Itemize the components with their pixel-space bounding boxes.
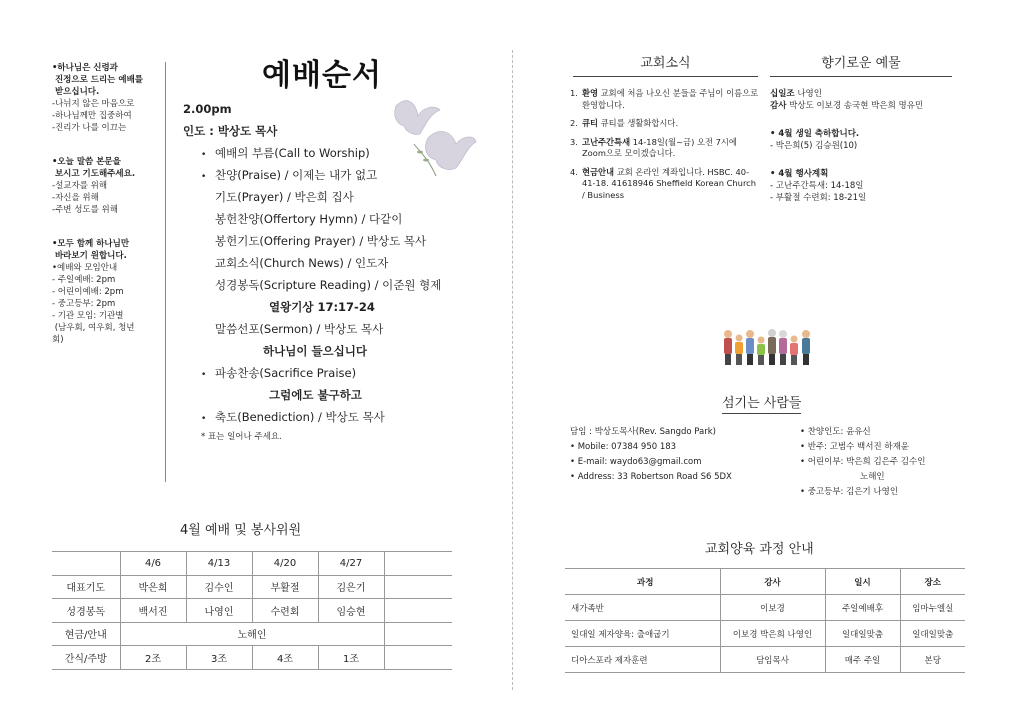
birthday-list: - 박은희(5) 김승원(10) [770,141,858,151]
note-line: - 어린이예배: 2pm [52,287,124,297]
education-cell: 본당 [900,647,965,673]
education-cell: 일대일맞춤 [900,621,965,647]
news-number: 1. [570,88,578,98]
news-text: 교회 온라인 계좌입니다. HSBC. 40-41-18. 41618946 Sheffield Korean Church / Business [582,166,756,200]
offering-section [770,88,960,204]
note-worship-attitude [52,62,162,134]
service-item-text: 기도(Prayer) / 박은희 집사 [215,190,354,204]
events-heading: • 4월 행사계획 [770,169,829,179]
roster-cell: 2조 [120,646,186,670]
service-item [183,406,503,428]
bullet-icon: • [201,150,207,160]
news-heading: 환영 [582,88,599,98]
roster-role: 대표기도 [52,575,120,599]
roster-spare-cell [384,622,452,646]
roster-row [52,622,452,646]
note-line: -나뉘지 않은 마음으로 [52,99,135,109]
service-item [183,274,503,296]
note-line: -설교자를 위해 [52,181,108,191]
news-number: 2. [570,118,578,128]
note-line: -하나님께만 집중하여 [52,111,132,121]
service-leader: 인도 : 박상도 목사 [183,124,278,138]
roster-cell: 김수인 [186,575,252,599]
note-line: - 기관 모임: 기관별 [52,311,124,321]
news-body [582,118,678,130]
news-text: 큐티를 생활화합시다. [600,118,679,128]
education-cell: 임마누엘실 [900,595,965,621]
note-line: - 중고등부: 2pm [52,299,116,309]
education-row [565,621,965,647]
sidebar-notes [52,62,162,368]
roster-date: 4/27 [318,552,384,576]
roster-cell: 1조 [318,646,384,670]
servant-item: 노해인 [860,472,885,482]
education-cell: 일대일 제자양육: 출애굽기 [565,621,720,647]
service-item-text: 봉헌기도(Offering Prayer) / 박상도 목사 [215,234,427,248]
service-item-text: 하나님이 들으십니다 [263,344,367,358]
standing-note: * 표는 일어나 주세요. [201,432,282,442]
news-body [582,167,760,202]
education-cell: 이보경 [720,595,825,621]
note-line: •모두 함께 하나님만 [52,239,130,249]
bullet-icon: • [201,172,207,182]
service-item [183,318,503,340]
roster-cell: 수련회 [252,599,318,623]
news-item [570,118,760,130]
news-heading: 고난주간특새 [582,136,631,147]
servant-item: • 반주: 고범수 백서진 하재윤 [800,442,910,452]
note-line: 받으십니다. [52,87,100,97]
roster-cell: 노해인 [120,622,384,646]
service-items [183,142,503,428]
service-item [183,230,503,252]
education-row [565,647,965,673]
education-header: 강사 [720,569,825,595]
note-line: 보시고 기도해주세요. [52,169,136,179]
pastor-email: • E-mail: waydo63@gmail.com [570,457,702,467]
education-cell: 이보경 박은희 나영인 [720,621,825,647]
service-item [183,362,503,384]
bullet-icon: • [201,414,207,424]
news-text: 14-18일(월~금) 오전 7시에 Zoom으로 모이겠습니다. [582,136,737,158]
roster-spare-cell [384,575,452,599]
roster-header-row [52,552,452,576]
service-item-text: 교회소식(Church News) / 인도자 [215,256,389,270]
pastor-mobile: • Mobile: 07384 950 183 [570,442,677,452]
service-item-text: 그럼에도 불구하고 [269,388,362,402]
roster-table [52,551,452,670]
roster-row [52,575,452,599]
news-item [570,167,760,202]
service-item [183,186,503,208]
note-line: •하나님은 신령과 [52,63,118,73]
event-item: - 부활절 수련회: 18-21일 [770,193,867,203]
roster-role: 성경봉독 [52,599,120,623]
servant-item: • 중고등부: 김은기 나영인 [800,487,899,497]
order-of-service [183,98,503,442]
note-prayer [52,156,162,216]
service-item [183,252,503,274]
news-item [570,137,760,160]
roster-date: 4/20 [252,552,318,576]
news-item [570,88,760,111]
note-line: (남우회, 여우회, 청년 [52,323,135,333]
service-item [183,384,503,406]
birthday-heading: • 4월 생일 축하합니다. [770,129,860,139]
service-item-text: 예배의 부름(Call to Worship) [215,146,370,160]
pastor-name: 담임 : 박상도목사(Rev. Sangdo Park) [570,427,716,437]
service-item [183,142,503,164]
service-time: 2.00pm [183,102,232,116]
column-divider [165,62,166,482]
church-news-list [570,88,760,208]
note-line: -주변 성도를 위해 [52,205,118,215]
note-line: - 주일예배: 2pm [52,275,116,285]
news-title: 교회소식 [573,52,758,77]
education-row [565,595,965,621]
service-item-text: 봉헌찬양(Offertory Hymn) / 다같이 [215,212,403,226]
roster-title: 4월 예배 및 봉사위원 [180,523,302,538]
roster-cell: 김은기 [318,575,384,599]
service-item-text: 말씀선포(Sermon) / 박상도 목사 [215,322,384,336]
news-body [582,137,760,160]
education-cell: 일대일맞춤 [825,621,900,647]
service-item-text: 열왕기상 17:17-24 [269,300,375,314]
roster-corner-cell [52,552,120,576]
education-cell: 담임목사 [720,647,825,673]
roster-cell: 나영인 [186,599,252,623]
roster-date: 4/6 [120,552,186,576]
roster-cell: 백서진 [120,599,186,623]
education-header: 장소 [900,569,965,595]
service-title: 예배순서 [262,58,382,93]
education-cell: 매주 주일 [825,647,900,673]
roster-spare-cell [384,599,452,623]
note-line: •오늘 말씀 본문을 [52,157,121,167]
page-fold-line [512,50,513,690]
servant-item: • 어린이부: 박은희 김은주 김수인 [800,457,926,467]
roster-row [52,599,452,623]
note-line: 바라보기 원합니다. [52,251,127,261]
news-text: 교회에 처음 나오신 분들을 주님이 이름으로 환영합니다. [582,88,759,110]
church-address: • Address: 33 Robertson Road S6 5DX [570,472,732,482]
roster-cell: 3조 [186,646,252,670]
roster-cell: 4조 [252,646,318,670]
service-item [183,164,503,186]
pastor-contact [570,425,790,485]
roster-role: 간식/주방 [52,646,120,670]
news-heading: 큐티 [582,118,599,128]
service-item-text: 성경봉독(Scripture Reading) / 이준원 형제 [215,278,442,292]
education-header-row [565,569,965,595]
note-gathering-info [52,238,162,346]
roster-cell: 부활절 [252,575,318,599]
roster-role: 현금/안내 [52,622,120,646]
roster-spare-cell [384,552,452,576]
education-cell: 새가족반 [565,595,720,621]
family-illustration [722,328,814,366]
service-item [183,208,503,230]
education-cell: 디아스포라 제자훈련 [565,647,720,673]
news-number: 4. [570,166,578,177]
note-line: 진정으로 드리는 예배를 [52,75,143,85]
roster-spare-cell [384,646,452,670]
roster-row [52,646,452,670]
service-item-text: 찬양(Praise) / 이제는 내가 없고 [215,168,378,182]
roster-cell: 임승현 [318,599,384,623]
news-number: 3. [570,136,578,147]
servant-item: • 찬양인도: 윤유신 [800,427,871,437]
education-header: 일시 [825,569,900,595]
servants-title: 섬기는 사람들 [722,392,801,414]
news-heading: 현금안내 [582,166,615,177]
event-item: - 고난주간특새: 14-18일 [770,181,864,191]
note-line: •예배와 모임안내 [52,263,118,273]
education-cell: 주일예배후 [825,595,900,621]
servants-list [800,425,970,500]
note-line: -자신을 위해 [52,193,99,203]
service-item-text: 파송찬송(Sacrifice Praise) [215,366,357,380]
tithe-line: 십일조 나영인 [770,89,822,99]
education-title: 교회양육 과정 안내 [705,542,814,557]
service-item-text: 축도(Benediction) / 박상도 목사 [215,410,385,424]
thanks-line: 감사 박상도 이보경 송국현 박은희 명유민 [770,101,924,111]
service-item [183,296,503,318]
note-line: 회) [52,335,64,345]
roster-cell: 박은희 [120,575,186,599]
news-body [582,88,760,111]
bullet-icon: • [201,370,207,380]
offering-title: 향기로운 예물 [770,52,952,77]
education-header: 과정 [565,569,720,595]
service-item [183,340,503,362]
note-line: -진리가 나를 이끄는 [52,123,127,133]
roster-date: 4/13 [186,552,252,576]
education-table [565,568,965,673]
